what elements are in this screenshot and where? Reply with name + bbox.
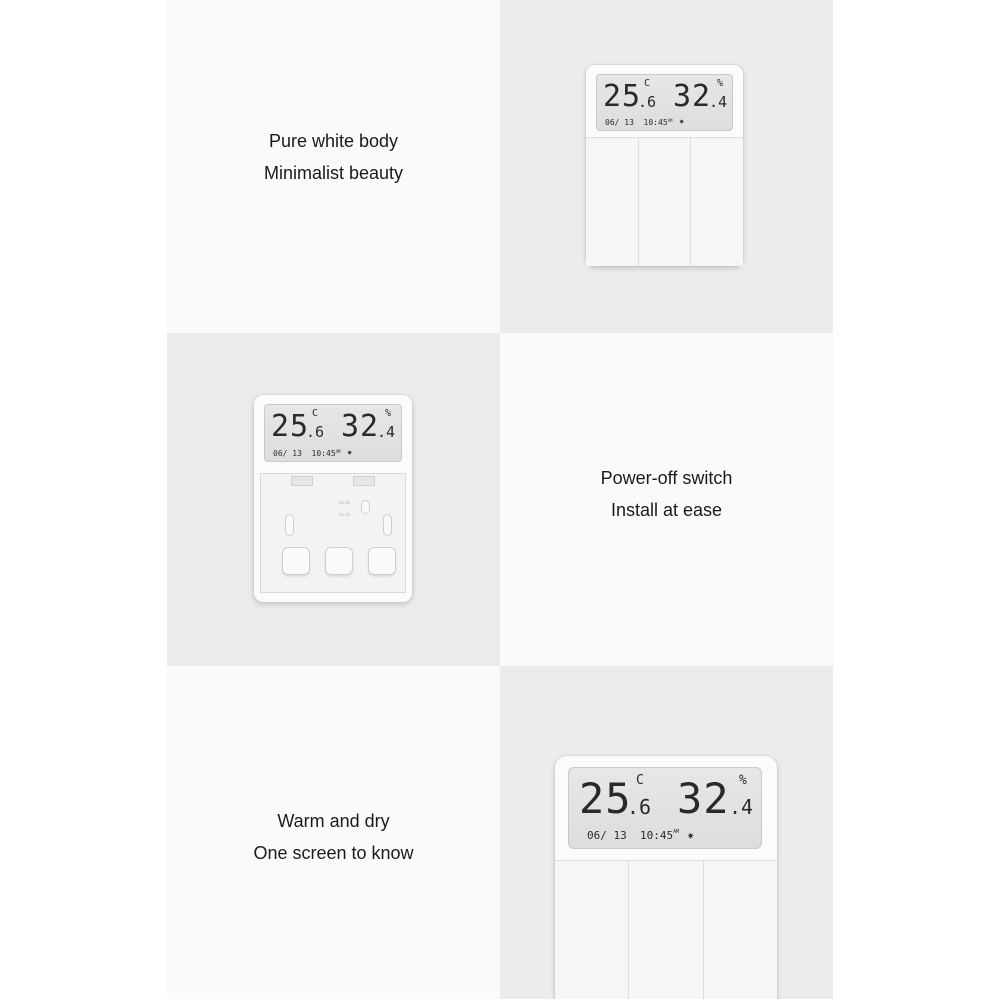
caption-line: Warm and dry xyxy=(277,811,390,831)
feature-grid xyxy=(167,0,834,1000)
temperature-unit: C xyxy=(312,408,319,419)
base-clip xyxy=(353,476,375,486)
base-clip xyxy=(291,476,313,486)
humidity-decimal: .4 xyxy=(709,93,728,111)
switch-button-right[interactable] xyxy=(704,861,777,999)
date-time-row xyxy=(273,449,340,458)
temperature-value: 25 xyxy=(603,79,642,114)
humidity-value: 32 xyxy=(341,409,380,444)
temperature-decimal: .6 xyxy=(306,423,325,441)
switch-panels xyxy=(555,860,777,999)
base-label: ▭ ▭ xyxy=(339,500,350,506)
product-cell-3 xyxy=(500,666,833,999)
humidity-unit: % xyxy=(717,78,724,89)
temperature-unit: C xyxy=(636,773,644,788)
temperature-unit: C xyxy=(644,78,651,89)
date-text: 06/ 13 xyxy=(273,449,302,458)
switch-panels xyxy=(586,137,743,266)
caption-line: Install at ease xyxy=(610,500,723,520)
temperature-decimal: .6 xyxy=(627,795,652,819)
caption-block-3 xyxy=(167,805,500,869)
switch-button-left[interactable] xyxy=(586,138,639,266)
humidity-value: 32 xyxy=(673,79,712,114)
mounting-base xyxy=(260,473,406,593)
switch-button-middle[interactable] xyxy=(629,861,703,999)
product-cell-1 xyxy=(500,0,833,333)
sun-icon: ✷ xyxy=(347,448,353,458)
meridiem-text: AM xyxy=(673,829,680,835)
caption-line: One screen to know xyxy=(253,843,414,863)
date-time-row xyxy=(605,118,672,127)
base-label: ▭ ▭ xyxy=(339,512,350,518)
humidity-value: 32 xyxy=(677,774,730,823)
date-text: 06/ 13 xyxy=(587,829,627,842)
switch-button-left[interactable] xyxy=(555,861,629,999)
humidity-decimal: .4 xyxy=(729,795,754,819)
screw-slot xyxy=(361,500,370,514)
caption-block-1 xyxy=(167,125,500,189)
caption-block-2 xyxy=(500,462,833,526)
switch-device xyxy=(586,65,743,266)
humidity-unit: % xyxy=(739,773,747,788)
caption-cell-3 xyxy=(167,666,500,999)
sun-icon: ✷ xyxy=(687,828,695,842)
switch-button-right[interactable] xyxy=(691,138,743,266)
wire-terminal xyxy=(283,548,309,574)
wire-terminal xyxy=(326,548,352,574)
temperature-value: 25 xyxy=(579,774,632,823)
sun-icon: ✷ xyxy=(679,117,685,127)
screw-slot xyxy=(383,514,392,536)
caption-line: Pure white body xyxy=(268,131,399,151)
caption-line: Power-off switch xyxy=(600,468,733,488)
product-cell-2 xyxy=(167,333,500,666)
humidity-unit: % xyxy=(385,408,392,419)
lcd-screen xyxy=(568,767,762,849)
meridiem-text: AM xyxy=(335,449,341,454)
temperature-decimal: .6 xyxy=(638,93,657,111)
date-text: 06/ 13 xyxy=(605,118,634,127)
humidity-decimal: .4 xyxy=(377,423,396,441)
screw-slot xyxy=(285,514,294,536)
switch-button-middle[interactable] xyxy=(639,138,692,266)
meridiem-text: AM xyxy=(667,118,673,123)
date-time-row xyxy=(587,829,679,842)
time-text: 10:45 xyxy=(640,829,674,842)
caption-line: Minimalist beauty xyxy=(263,163,404,183)
time-text: 10:45 xyxy=(643,118,668,127)
caption-cell-2 xyxy=(500,333,833,666)
caption-cell-1 xyxy=(167,0,500,333)
temperature-value: 25 xyxy=(271,409,310,444)
switch-device-open xyxy=(254,395,412,602)
switch-device-closeup xyxy=(555,756,777,999)
wire-terminal xyxy=(369,548,395,574)
time-text: 10:45 xyxy=(311,449,336,458)
lcd-screen xyxy=(264,404,402,462)
lcd-screen xyxy=(596,74,733,131)
